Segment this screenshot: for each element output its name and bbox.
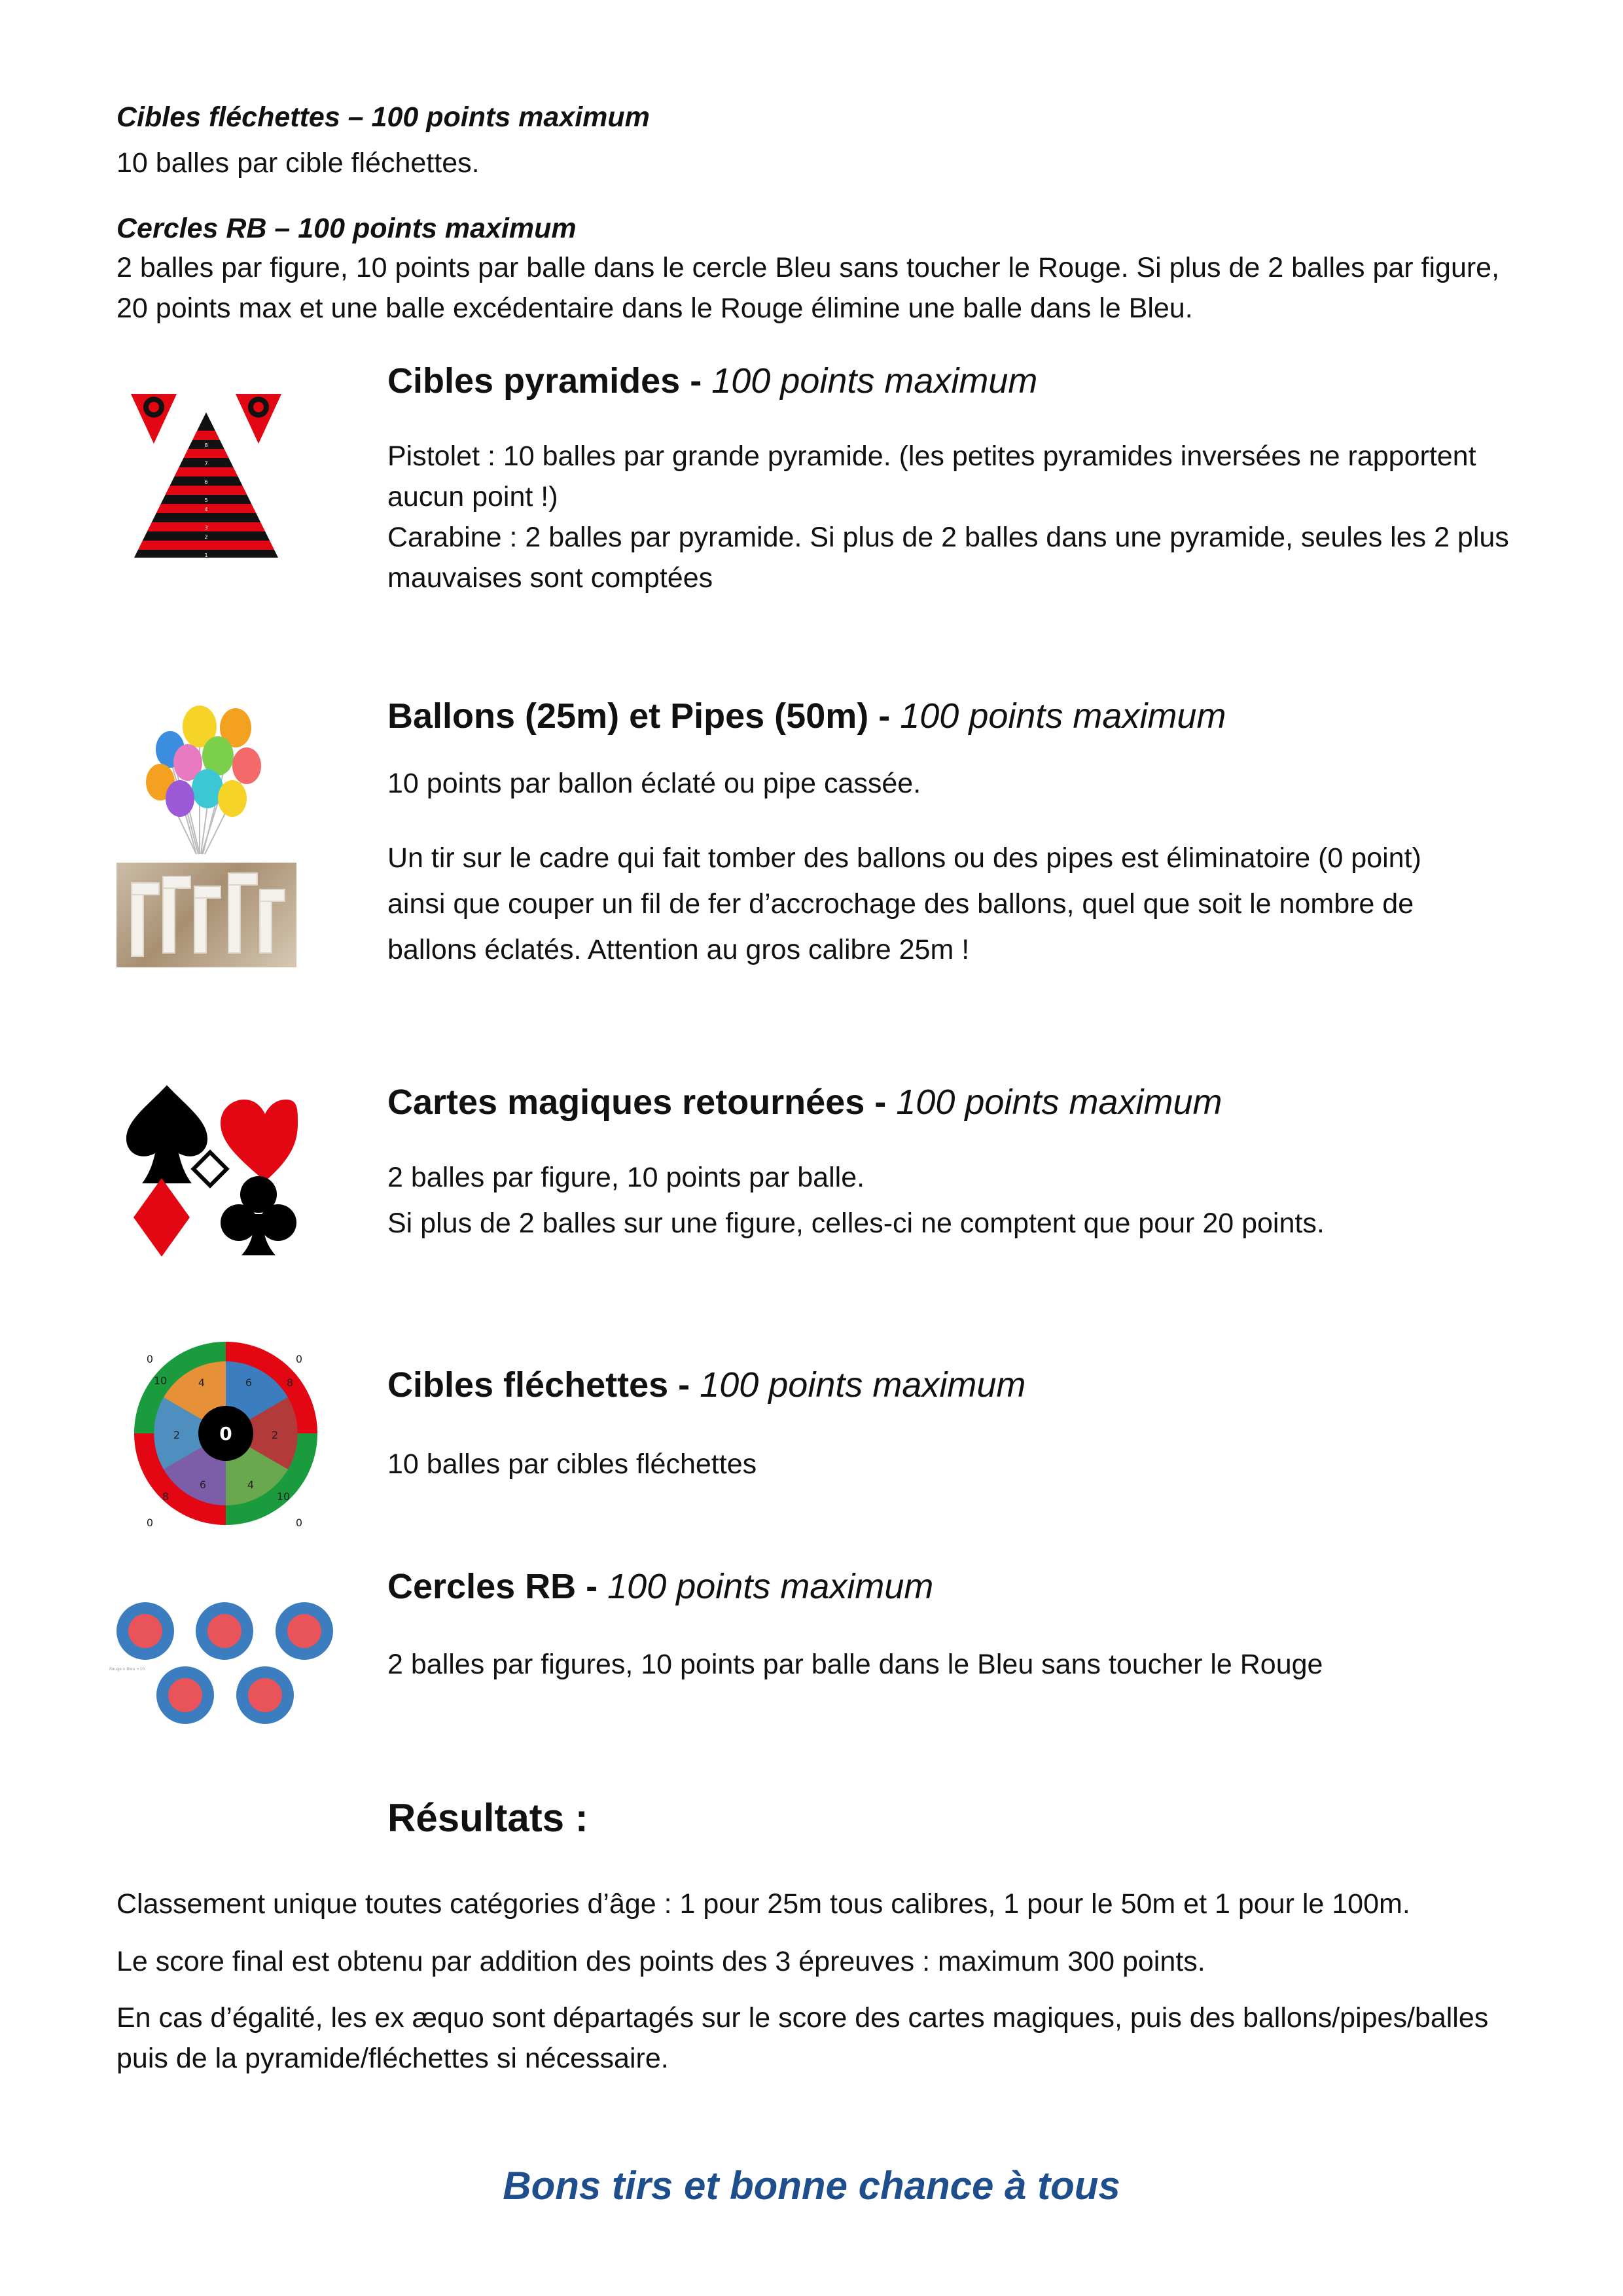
flechettes-title — [387, 1361, 1026, 1408]
cartes-title-sep: - — [865, 1083, 897, 1122]
dart-corner-value: 0 — [146, 1353, 154, 1365]
pyramid-number: 6 — [204, 479, 208, 485]
closing-message: Bons tirs et bonne chance à tous — [503, 2164, 1120, 2208]
flechettes-line: 10 balles par cibles fléchettes — [387, 1448, 757, 1480]
results-line: puis de la pyramide/fléchettes si nécessaire. — [116, 2043, 669, 2074]
results-line: Le score final est obtenu par addition des points des 3 épreuves : maximum 300 points. — [116, 1946, 1205, 1977]
dart-inner-value: 2 — [271, 1429, 279, 1441]
ballons-line: Un tir sur le cadre qui fait tomber des ballons ou des pipes est éliminatoire (0 point) — [387, 842, 1421, 874]
dart-inner-value: 4 — [198, 1376, 205, 1389]
card-suits-icon — [121, 1080, 301, 1260]
intro-flechettes-heading: Cibles fléchettes – 100 points maximum — [116, 101, 650, 133]
flechettes-title-sub: 100 points maximum — [700, 1365, 1026, 1405]
diamond-icon — [134, 1178, 190, 1257]
dart-outer-value: 8 — [286, 1376, 294, 1389]
cercles-title-sep: - — [576, 1567, 608, 1606]
dart-inner-value: 6 — [245, 1376, 253, 1389]
club-icon — [221, 1176, 296, 1255]
heart-icon — [221, 1100, 298, 1181]
balloons-icon — [134, 700, 278, 857]
pyramid-number: 4 — [204, 507, 208, 512]
ballons-title — [387, 692, 1226, 740]
dart-outer-value: 10 — [153, 1374, 168, 1387]
dart-corner-value: 0 — [295, 1353, 303, 1365]
dart-inner-value: 4 — [247, 1479, 255, 1491]
ballons-title-sub: 100 points maximum — [900, 696, 1226, 736]
dart-inner-value: 6 — [199, 1479, 207, 1491]
pyramides-title-sub: 100 points maximum — [711, 361, 1038, 401]
cercles-title-main: Cercles RB — [387, 1567, 577, 1606]
results-heading: Résultats : — [387, 1796, 588, 1840]
pyramides-line: mauvaises sont comptées — [387, 562, 713, 594]
cercles-line: 2 balles par figures, 10 points par balle dans le Bleu sans toucher le Rouge — [387, 1649, 1323, 1680]
pyramides-title-main: Cibles pyramides — [387, 361, 681, 401]
dart-inner-value: 2 — [173, 1429, 181, 1441]
pyramides-title-sep: - — [680, 361, 712, 401]
results-line: Classement unique toutes catégories d’âge : 1 pour 25m tous calibres, 1 pour le 50m et 1 pour le 100m. — [116, 1888, 1410, 1920]
ballons-line: ballons éclatés. Attention au gros calibre 25m ! — [387, 934, 970, 965]
flechettes-title-sep: - — [668, 1365, 700, 1405]
cartes-title — [387, 1079, 1222, 1126]
ballons-line: ainsi que couper un fil de fer d’accrochage des ballons, quel que soit le nombre de — [387, 888, 1414, 920]
pyramid-number: 5 — [204, 497, 208, 503]
ballons-line: 10 points par ballon éclaté ou pipe cassée. — [387, 768, 921, 799]
circles-side-label: Rouge x Bleu +10 — [109, 1667, 145, 1672]
pyramides-line: Carabine : 2 balles par pyramide. Si plus de 2 balles dans une pyramide, seules les 2 plus — [387, 522, 1509, 553]
pyramid-target-icon — [124, 386, 288, 563]
cartes-line: Si plus de 2 balles sur une figure, celles-ci ne comptent que pour 20 points. — [387, 1208, 1325, 1239]
pyramid-number: 1 — [204, 552, 208, 558]
pyramides-line: Pistolet : 10 balles par grande pyramide. (les petites pyramides inversées ne rapportent — [387, 440, 1476, 472]
dart-corner-value: 0 — [295, 1516, 303, 1529]
dart-center-value: 0 — [219, 1423, 232, 1444]
cercles-title-sub: 100 points maximum — [607, 1567, 934, 1606]
cartes-title-sub: 100 points maximum — [896, 1083, 1222, 1122]
cartes-title-main: Cartes magiques retournées — [387, 1083, 865, 1122]
dart-outer-value: 8 — [162, 1490, 169, 1503]
intro-flechettes-text: 10 balles par cible fléchettes. — [116, 147, 480, 179]
intro-cercles-text-1: 2 balles par figure, 10 points par balle dans le cercle Bleu sans toucher le Rouge. Si plus de 2 balles par figure, — [116, 252, 1500, 283]
cartes-line: 2 balles par figure, 10 points par balle. — [387, 1162, 865, 1193]
dart-corner-value: 0 — [146, 1516, 154, 1529]
intro-cercles-heading: Cercles RB – 100 points maximum — [116, 213, 577, 244]
pipes-photo — [116, 863, 296, 967]
cercles-title — [387, 1563, 933, 1610]
pyramides-title — [387, 357, 1037, 404]
dart-outer-value: 10 — [276, 1490, 291, 1503]
pyramid-number: 7 — [204, 461, 208, 467]
intro-cercles-text-2: 20 points max et une balle excédentaire dans le Rouge élimine une balle dans le Bleu. — [116, 293, 1193, 324]
diamond-outline-icon — [194, 1153, 227, 1186]
ballons-title-main: Ballons (25m) et Pipes (50m) — [387, 696, 869, 736]
pyramid-number: 8 — [204, 442, 208, 448]
pyramid-number: 3 — [204, 525, 208, 531]
circles-rb-icon — [108, 1597, 344, 1728]
ballons-title-sep: - — [868, 696, 901, 736]
results-line: En cas d’égalité, les ex æquo sont départagés sur le score des cartes magiques, puis des ballons/pipes/balles — [116, 2002, 1489, 2034]
flechettes-title-main: Cibles fléchettes — [387, 1365, 669, 1405]
pyramid-number: 2 — [204, 534, 208, 540]
dart-target-icon — [128, 1335, 324, 1532]
pyramides-line: aucun point !) — [387, 481, 558, 512]
